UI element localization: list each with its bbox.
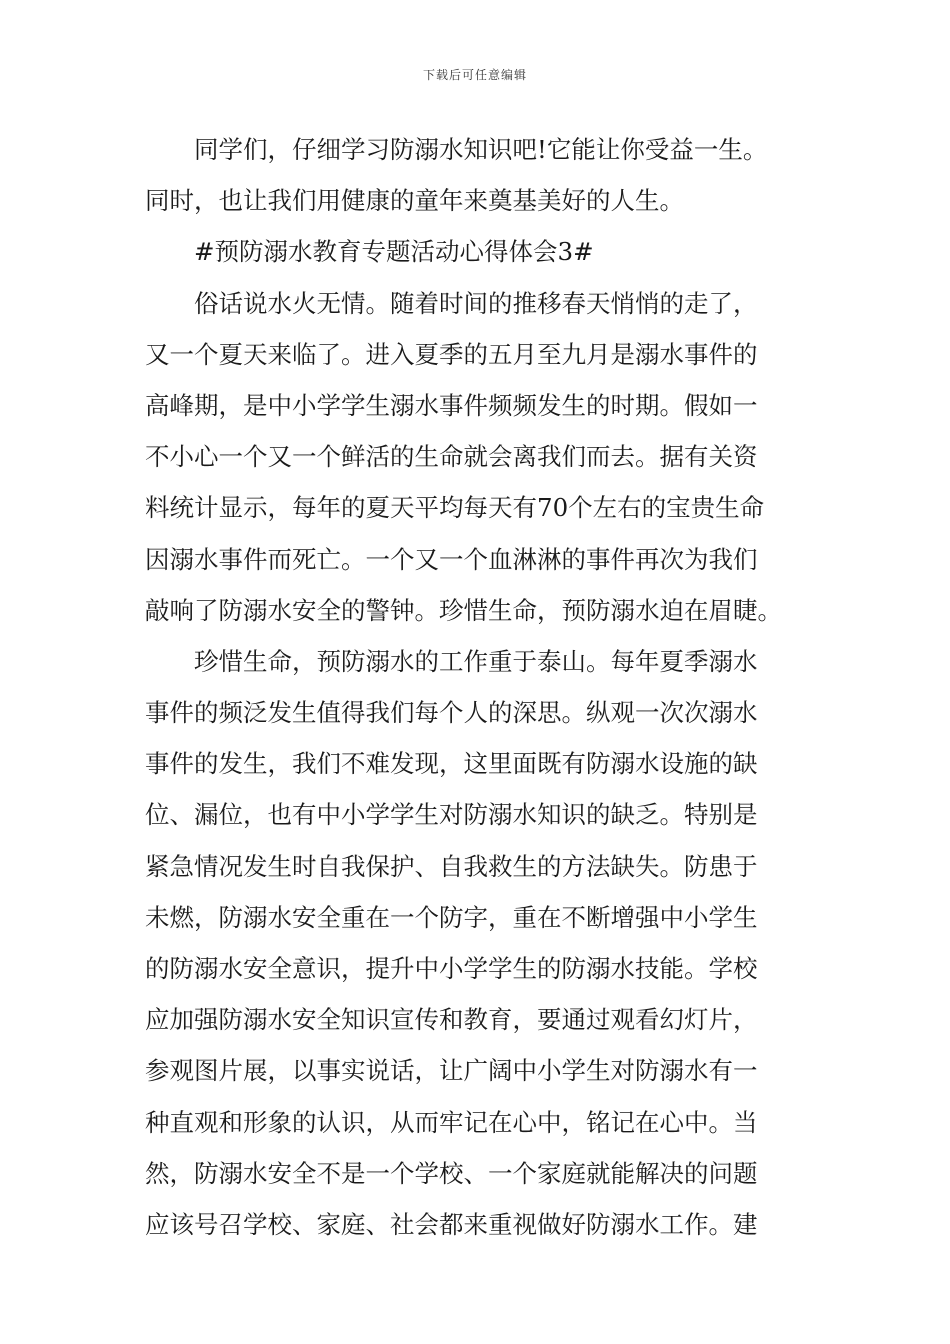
text-line: 俗话说水火无情。随着时间的推移春天悄悄的走了，: [194, 288, 758, 318]
text-line: 高峰期，是中小学学生溺水事件频频发生的时期。假如一: [145, 390, 758, 420]
text-line: 参观图片展，以事实说话，让广阔中小学生对防溺水有一: [145, 1056, 758, 1086]
text-line: 的防溺水安全意识，提升中小学学生的防溺水技能。学校: [145, 954, 758, 983]
text-line: 料统计显示，每年的夏天平均每天有70个左右的宝贵生命: [145, 493, 765, 523]
text-line: 紧急情况发生时自我保护、自我救生的方法缺失。防患于: [145, 851, 758, 881]
text-line: 珍惜生命，预防溺水的工作重于泰山。每年夏季溺水: [194, 646, 758, 676]
text-line: 事件的发生，我们不难发现，这里面既有防溺水设施的缺: [145, 749, 758, 779]
page-header: 下载后可任意编辑: [422, 68, 527, 82]
text-line: 同学们，仔细学习防溺水知识吧!它能让你受益一生。: [194, 135, 768, 164]
text-line: 种直观和形象的认识，从而牢记在心中，铭记在心中。当: [145, 1107, 758, 1137]
text-line: 位、漏位，也有中小学学生对防溺水知识的缺乏。特别是: [145, 800, 758, 830]
text-line: 事件的频泛发生值得我们每个人的深思。纵观一次次溺水: [145, 698, 758, 728]
text-line: 不小心一个又一个鲜活的生命就会离我们而去。据有关资: [145, 442, 758, 472]
text-line: 未燃，防溺水安全重在一个防字，重在不断增强中小学生: [145, 902, 758, 932]
section-heading: #预防溺水教育专题活动心得体会3#: [194, 237, 594, 267]
document-body: [145, 124, 810, 1250]
text-line: 同时，也让我们用健康的童年来奠基美好的人生。: [145, 186, 684, 216]
text-line: 然，防溺水安全不是一个学校、一个家庭就能解决的问题: [145, 1158, 758, 1188]
text-line: 应该号召学校、家庭、社会都来重视做好防溺水工作。建: [145, 1209, 758, 1239]
text-line: 又一个夏天来临了。进入夏季的五月至九月是溺水事件的: [145, 339, 758, 369]
text-line: 敲响了防溺水安全的警钟。珍惜生命，预防溺水迫在眉睫。: [145, 595, 782, 625]
text-line: 因溺水事件而死亡。一个又一个血淋淋的事件再次为我们: [145, 544, 758, 574]
text-line: 应加强防溺水安全知识宣传和教育，要通过观看幻灯片，: [145, 1005, 758, 1035]
